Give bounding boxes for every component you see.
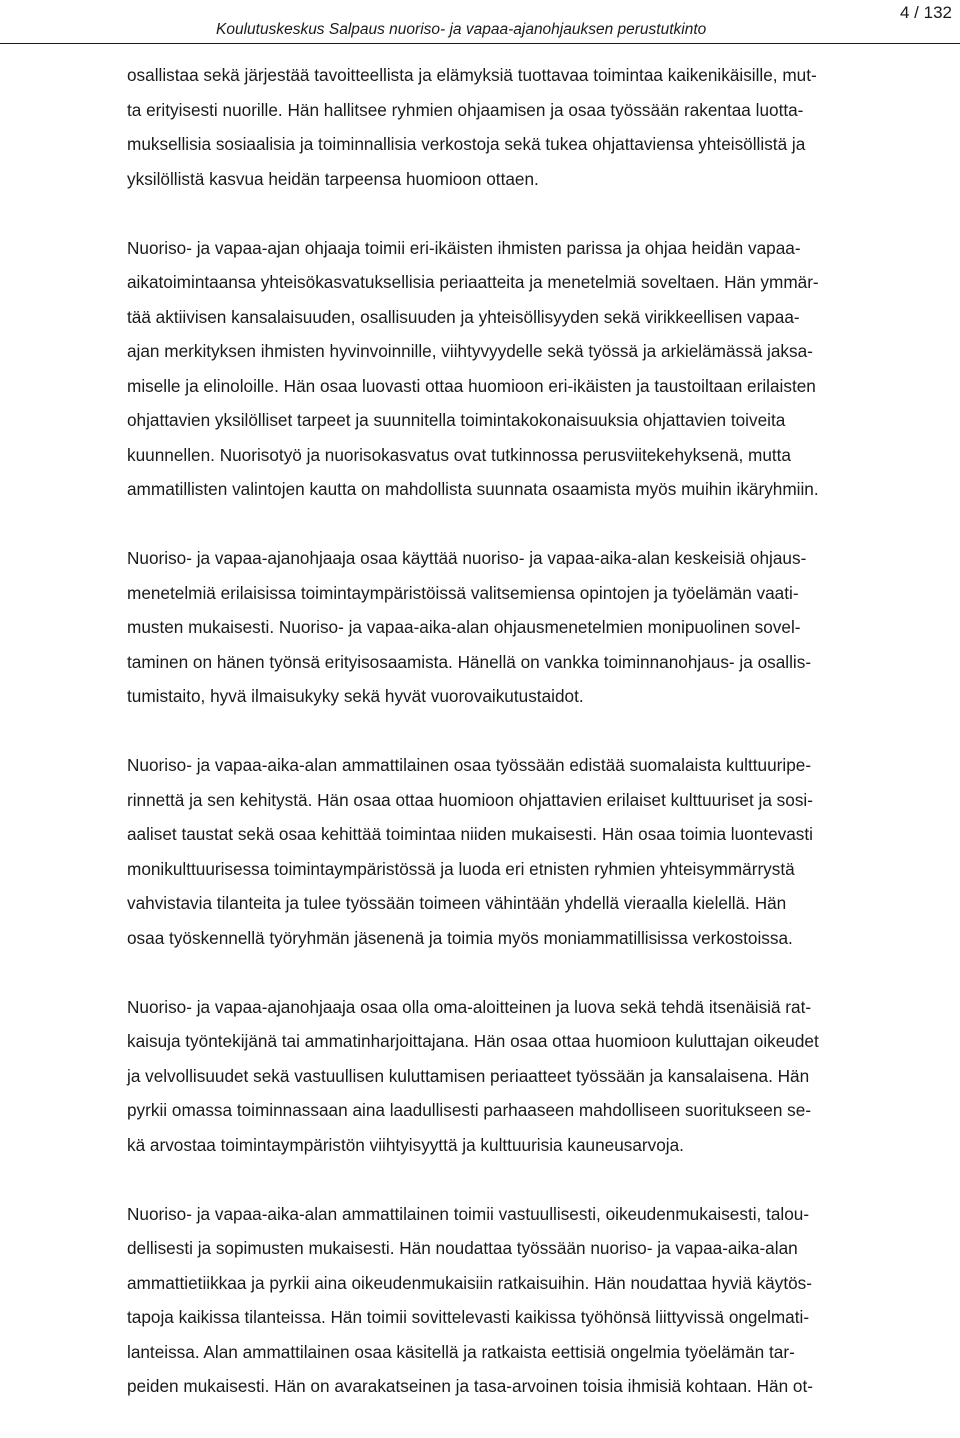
text-line: ohjattavien yksilölliset tarpeet ja suunnitella toimintakokonaisuuksia ohjattavien toiveita xyxy=(127,410,786,430)
text-line: osaa työskennellä työryhmän jäsenenä ja toimia myös moniammatillisissa verkostoissa. xyxy=(127,927,793,948)
text-line: aaliset taustat sekä osaa kehittää toimintaa niiden mukaisesti. Hän osaa toimia luontevasti xyxy=(127,824,813,844)
page-number: 4 / 132 xyxy=(900,3,952,22)
document-body xyxy=(127,58,960,1438)
text-line: Nuoriso- ja vapaa-ajanohjaaja osaa olla oma-aloitteinen ja luova sekä tehdä itsenäisiä rat- xyxy=(127,996,812,1017)
text-line: Nuoriso- ja vapaa-aika-alan ammattilainen osaa työssään edistää suomalaista kulttuuripe- xyxy=(127,755,812,775)
text-line: Nuoriso- ja vapaa-ajan ohjaaja toimii eri-ikäisten ihmisten parissa ja ohjaa heidän vapaa- xyxy=(127,237,801,258)
text-line: tää aktiivisen kansalaisuuden, osallisuuden ja yhteisöllisyyden sekä virikkeellisen vapaa- xyxy=(127,306,800,327)
text-line: kuunnellen. Nuorisotyö ja nuorisokasvatus ovat tutkinnossa perusviitekehyksenä, mutta xyxy=(127,444,791,465)
text-line: rinnettä ja sen kehitystä. Hän osaa ottaa huomioon ohjattavien erilaiset kulttuuriset ja sosi- xyxy=(127,789,813,810)
text-line: lanteissa. Alan ammattilainen osaa käsitellä ja ratkaista eettisiä ongelmia työelämän tar- xyxy=(127,1341,795,1362)
document-header-title: Koulutuskeskus Salpaus nuoriso- ja vapaa-ajanohjauksen perustutkinto xyxy=(216,21,707,38)
paragraph xyxy=(127,231,960,507)
text-line: ajan merkityksen ihmisten hyvinvoinnille, viihtyvyydelle sekä työssä ja arkielämässä jaksa- xyxy=(127,341,813,361)
text-line: pyrkii omassa toiminnassaan aina laadullisesti parhaaseen mahdolliseen suoritukseen se- xyxy=(127,1100,812,1120)
text-line: monikulttuurisessa toimintaympäristössä ja luoda eri etnisten ryhmien yhteisymmärrystä xyxy=(127,858,795,879)
text-line: ja velvollisuudet sekä vastuullisen kuluttamisen periaatteet työssään ja kansalaisena. Hän xyxy=(127,1065,810,1086)
text-line: ta erityisesti nuorille. Hän hallitsee ryhmien ohjaamisen ja osaa työssään rakentaa luotta- xyxy=(127,99,804,120)
text-line: Nuoriso- ja vapaa-ajanohjaaja osaa käyttää nuoriso- ja vapaa-aika-alan keskeisiä ohjaus- xyxy=(127,548,807,568)
text-line: musten mukaisesti. Nuoriso- ja vapaa-aika-alan ohjausmenetelmien monipuolinen sovel- xyxy=(127,617,801,637)
paragraph xyxy=(127,990,960,1163)
header-divider xyxy=(0,43,960,44)
text-line: kä arvostaa toimintaympäristön viihtyisyyttä ja kulttuurisia kauneusarvoja. xyxy=(127,1134,684,1155)
text-line: miselle ja elinoloille. Hän osaa luovasti ottaa huomioon eri-ikäisten ja taustoiltaan erilaisten xyxy=(127,375,816,396)
paragraph xyxy=(127,1197,960,1404)
text-line: ammattietiikkaa ja pyrkii aina oikeudenmukaisiin ratkaisuihin. Hän noudattaa hyviä käytös- xyxy=(127,1272,812,1293)
text-line: dellisesti ja sopimusten mukaisesti. Hän noudattaa työssään nuoriso- ja vapaa-aika-alan xyxy=(127,1238,798,1258)
text-line: osallistaa sekä järjestää tavoitteellista ja elämyksiä tuottavaa toimintaa kaikenikäisille, mut- xyxy=(127,65,817,85)
text-line: kaisuja työntekijänä tai ammatinharjoittajana. Hän osaa ottaa huomioon kuluttajan oikeudet xyxy=(127,1031,819,1051)
text-line: menetelmiä erilaisissa toimintaympäristöissä valitsemiensa opintojen ja työelämän vaati- xyxy=(127,582,799,603)
text-line: peiden mukaisesti. Hän on avarakatseinen ja tasa-arvoinen toisia ihmisiä kohtaan. Hän ot- xyxy=(127,1376,813,1396)
text-line: ammatillisten valintojen kautta on mahdollista suunnata osaamista myös muihin ikäryhmiin. xyxy=(127,479,819,499)
text-line: taminen on hänen työnsä erityisosaamista. Hänellä on vankka toiminnanohjaus- ja osallis- xyxy=(127,651,812,672)
paragraph xyxy=(127,748,960,955)
text-line: Nuoriso- ja vapaa-aika-alan ammattilainen toimii vastuullisesti, oikeudenmukaisesti, talou- xyxy=(127,1203,810,1224)
text-line: tumistaito, hyvä ilmaisukyky sekä hyvät vuorovaikutustaidot. xyxy=(127,686,584,706)
text-line: aikatoimintaansa yhteisökasvatuksellisia periaatteita ja menetelmiä soveltaen. Hän ymmär- xyxy=(127,272,819,292)
text-line: muksellisia sosiaalisia ja toiminnallisia verkostoja sekä tukea ohjattaviensa yhteisöllistä ja xyxy=(127,134,806,154)
paragraph xyxy=(127,541,960,714)
text-line: yksilöllistä kasvua heidän tarpeensa huomioon ottaen. xyxy=(127,168,539,189)
page-header xyxy=(0,0,960,44)
text-line: vahvistavia tilanteita ja tulee työssään toimeen vähintään yhdellä vieraalla kielellä. Hän xyxy=(127,893,787,913)
text-line: tapoja kaikissa tilanteissa. Hän toimii sovittelevasti kaikissa työhönsä liittyvissä ongelmati- xyxy=(127,1307,810,1327)
paragraph xyxy=(127,58,960,196)
